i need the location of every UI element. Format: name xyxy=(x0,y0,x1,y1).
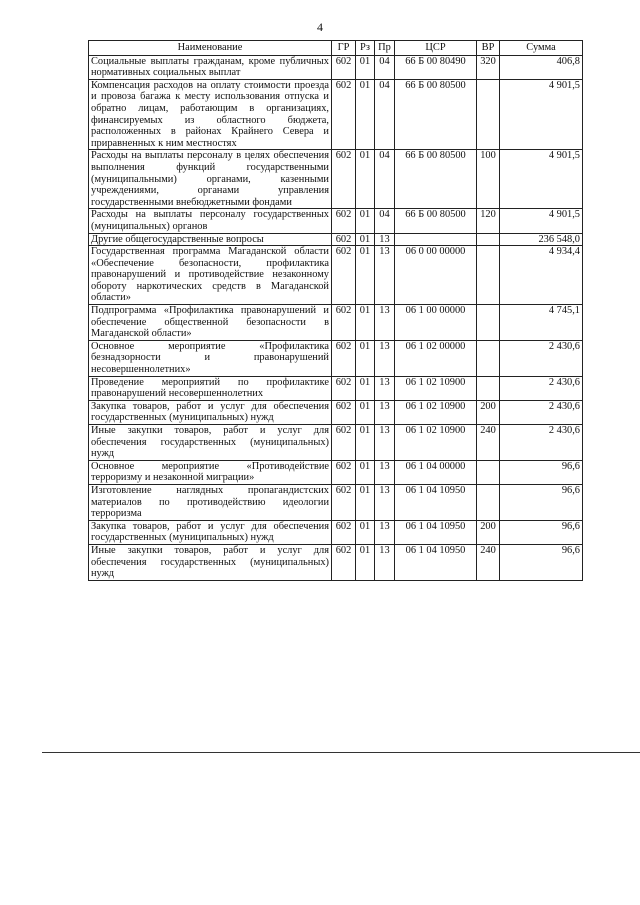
row-pr-cell: 13 xyxy=(375,400,395,424)
row-pr-cell: 13 xyxy=(375,376,395,400)
table-row xyxy=(89,55,583,79)
row-pr-cell: 13 xyxy=(375,520,395,544)
row-rz-cell: 01 xyxy=(356,400,375,424)
row-vr-cell xyxy=(477,79,500,150)
row-sum-cell: 96,6 xyxy=(500,544,583,580)
table-header-row xyxy=(89,41,583,56)
row-vr-cell: 200 xyxy=(477,400,500,424)
row-name-cell: Другие общегосударственные вопросы xyxy=(89,233,332,246)
row-csr-cell: 06 1 04 10950 xyxy=(395,484,477,520)
row-csr-cell: 06 1 02 10900 xyxy=(395,425,477,461)
row-rz-cell: 01 xyxy=(356,233,375,246)
table-row xyxy=(89,246,583,305)
footer-divider xyxy=(42,752,640,753)
row-sum-cell: 2 430,6 xyxy=(500,376,583,400)
row-name-cell: Закупка товаров, работ и услуг для обеспечения государственных (муниципальных) нужд xyxy=(89,400,332,424)
row-csr-cell: 66 Б 00 80500 xyxy=(395,150,477,209)
table-row xyxy=(89,520,583,544)
row-gr-cell: 602 xyxy=(332,246,356,305)
header-pr: Пр xyxy=(375,41,395,56)
header-vr: ВР xyxy=(477,41,500,56)
row-csr-cell: 06 1 00 00000 xyxy=(395,305,477,341)
row-pr-cell: 13 xyxy=(375,233,395,246)
row-pr-cell: 13 xyxy=(375,460,395,484)
row-vr-cell: 240 xyxy=(477,544,500,580)
table-row xyxy=(89,544,583,580)
row-pr-cell: 04 xyxy=(375,55,395,79)
row-rz-cell: 01 xyxy=(356,425,375,461)
row-sum-cell: 236 548,0 xyxy=(500,233,583,246)
row-gr-cell: 602 xyxy=(332,340,356,376)
row-name-cell: Иные закупки товаров, работ и услуг для обеспечения государственных (муниципальных) нужд xyxy=(89,544,332,580)
row-pr-cell: 13 xyxy=(375,484,395,520)
header-csr: ЦСР xyxy=(395,41,477,56)
row-vr-cell xyxy=(477,484,500,520)
row-vr-cell xyxy=(477,233,500,246)
table-body xyxy=(89,55,583,580)
row-vr-cell xyxy=(477,376,500,400)
row-pr-cell: 04 xyxy=(375,209,395,233)
row-pr-cell: 13 xyxy=(375,425,395,461)
header-rz: Рз xyxy=(356,41,375,56)
row-sum-cell: 2 430,6 xyxy=(500,400,583,424)
row-pr-cell: 13 xyxy=(375,544,395,580)
row-csr-cell: 06 1 04 10950 xyxy=(395,544,477,580)
row-sum-cell: 2 430,6 xyxy=(500,340,583,376)
table-row xyxy=(89,340,583,376)
row-vr-cell: 100 xyxy=(477,150,500,209)
table-row xyxy=(89,376,583,400)
row-gr-cell: 602 xyxy=(332,305,356,341)
row-sum-cell: 96,6 xyxy=(500,460,583,484)
row-sum-cell: 4 901,5 xyxy=(500,79,583,150)
row-name-cell: Социальные выплаты гражданам, кроме публичных нормативных социальных выплат xyxy=(89,55,332,79)
row-csr-cell: 06 0 00 00000 xyxy=(395,246,477,305)
row-vr-cell xyxy=(477,460,500,484)
row-gr-cell: 602 xyxy=(332,150,356,209)
row-sum-cell: 96,6 xyxy=(500,520,583,544)
row-rz-cell: 01 xyxy=(356,340,375,376)
row-name-cell: Закупка товаров, работ и услуг для обеспечения государственных (муниципальных) нужд xyxy=(89,520,332,544)
row-pr-cell: 04 xyxy=(375,150,395,209)
row-gr-cell: 602 xyxy=(332,79,356,150)
row-sum-cell: 4 745,1 xyxy=(500,305,583,341)
row-rz-cell: 01 xyxy=(356,246,375,305)
row-csr-cell: 06 1 04 10950 xyxy=(395,520,477,544)
row-pr-cell: 13 xyxy=(375,340,395,376)
row-csr-cell: 66 Б 00 80500 xyxy=(395,209,477,233)
row-name-cell: Проведение мероприятий по профилактике правонарушений несовершеннолетних xyxy=(89,376,332,400)
row-vr-cell xyxy=(477,305,500,341)
row-gr-cell: 602 xyxy=(332,520,356,544)
row-name-cell: Подпрограмма «Профилактика правонарушений и обеспечение общественной безопасности в Магаданской области» xyxy=(89,305,332,341)
row-rz-cell: 01 xyxy=(356,520,375,544)
row-gr-cell: 602 xyxy=(332,233,356,246)
header-gr: ГР xyxy=(332,41,356,56)
row-gr-cell: 602 xyxy=(332,460,356,484)
row-rz-cell: 01 xyxy=(356,79,375,150)
row-csr-cell: 66 Б 00 80490 xyxy=(395,55,477,79)
row-vr-cell: 320 xyxy=(477,55,500,79)
row-csr-cell xyxy=(395,233,477,246)
table-row xyxy=(89,400,583,424)
row-rz-cell: 01 xyxy=(356,544,375,580)
row-name-cell: Иные закупки товаров, работ и услуг для обеспечения государственных (муниципальных) нужд xyxy=(89,425,332,461)
table-row xyxy=(89,305,583,341)
table-row xyxy=(89,460,583,484)
row-gr-cell: 602 xyxy=(332,55,356,79)
row-vr-cell xyxy=(477,246,500,305)
row-gr-cell: 602 xyxy=(332,209,356,233)
row-rz-cell: 01 xyxy=(356,484,375,520)
header-name: Наименование xyxy=(89,41,332,56)
row-sum-cell: 4 934,4 xyxy=(500,246,583,305)
table-row xyxy=(89,209,583,233)
row-name-cell: Основное мероприятие «Профилактика безнадзорности и правонарушений несовершеннолетних» xyxy=(89,340,332,376)
table-row xyxy=(89,233,583,246)
row-csr-cell: 06 1 02 10900 xyxy=(395,376,477,400)
row-rz-cell: 01 xyxy=(356,55,375,79)
row-csr-cell: 06 1 04 00000 xyxy=(395,460,477,484)
row-vr-cell: 200 xyxy=(477,520,500,544)
row-pr-cell: 13 xyxy=(375,305,395,341)
row-sum-cell: 96,6 xyxy=(500,484,583,520)
row-sum-cell: 4 901,5 xyxy=(500,209,583,233)
row-name-cell: Изготовление наглядных пропагандистских материалов по противодействию идеологии терроризма xyxy=(89,484,332,520)
row-gr-cell: 602 xyxy=(332,425,356,461)
row-csr-cell: 06 1 02 10900 xyxy=(395,400,477,424)
row-name-cell: Расходы на выплаты персоналу государственных (муниципальных) органов xyxy=(89,209,332,233)
row-gr-cell: 602 xyxy=(332,544,356,580)
row-sum-cell: 406,8 xyxy=(500,55,583,79)
row-gr-cell: 602 xyxy=(332,376,356,400)
row-csr-cell: 66 Б 00 80500 xyxy=(395,79,477,150)
row-rz-cell: 01 xyxy=(356,305,375,341)
row-vr-cell xyxy=(477,340,500,376)
page-number: 4 xyxy=(317,20,323,34)
row-pr-cell: 04 xyxy=(375,79,395,150)
table-row xyxy=(89,425,583,461)
row-name-cell: Компенсация расходов на оплату стоимости проезда и провоза багажа к месту использования отпуска и обратно лицам, работающим в организациях, финансируемых из областного бюджета, расположенных в районах Крайнего Севера и приравненных к ним местностях xyxy=(89,79,332,150)
row-vr-cell: 240 xyxy=(477,425,500,461)
row-pr-cell: 13 xyxy=(375,246,395,305)
row-gr-cell: 602 xyxy=(332,400,356,424)
row-csr-cell: 06 1 02 00000 xyxy=(395,340,477,376)
budget-table xyxy=(88,40,583,581)
row-vr-cell: 120 xyxy=(477,209,500,233)
row-sum-cell: 4 901,5 xyxy=(500,150,583,209)
table-row xyxy=(89,150,583,209)
header-sum: Сумма xyxy=(500,41,583,56)
row-rz-cell: 01 xyxy=(356,460,375,484)
row-rz-cell: 01 xyxy=(356,209,375,233)
row-name-cell: Государственная программа Магаданской области «Обеспечение безопасности, профилактика правонарушений и противодействие незаконному обороту наркотических средств в Магаданской области» xyxy=(89,246,332,305)
table-row xyxy=(89,484,583,520)
row-name-cell: Расходы на выплаты персоналу в целях обеспечения выполнения функций государственными (муниципальными) органами, казенными учреждениями, органами управления государственными внебюджетными фондами xyxy=(89,150,332,209)
row-rz-cell: 01 xyxy=(356,150,375,209)
table-row xyxy=(89,79,583,150)
row-gr-cell: 602 xyxy=(332,484,356,520)
row-sum-cell: 2 430,6 xyxy=(500,425,583,461)
row-name-cell: Основное мероприятие «Противодействие терроризму и незаконной миграции» xyxy=(89,460,332,484)
row-rz-cell: 01 xyxy=(356,376,375,400)
